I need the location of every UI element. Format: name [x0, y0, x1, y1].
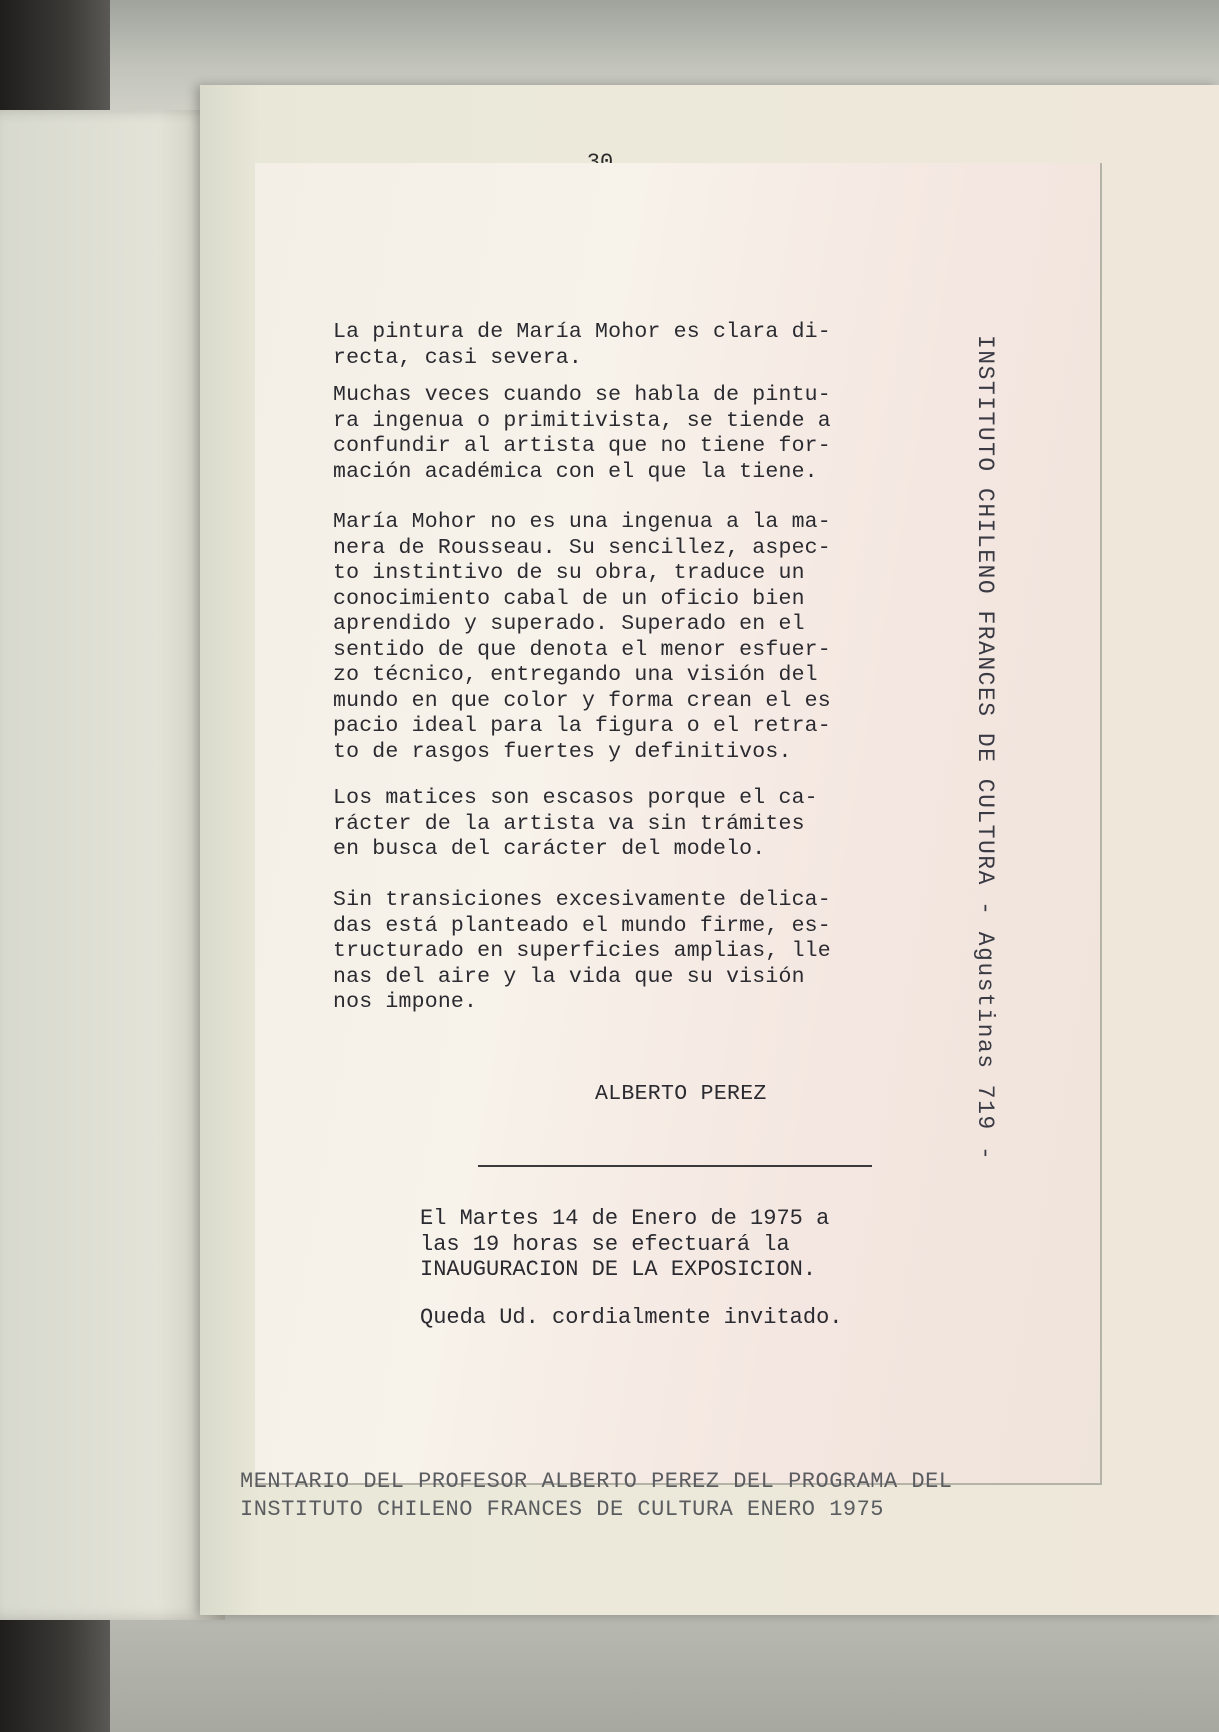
paragraph-2 [333, 383, 913, 485]
invitation-details-text: El Martes 14 de Enero de 1975 a las 19 horas se efectuará la INAUGURACION DE LA EXPOSICION. [420, 1206, 830, 1282]
author-signature: ALBERTO PEREZ [595, 1082, 767, 1106]
paragraph-3 [333, 510, 913, 765]
institute-vertical-header: INSTITUTO CHILENO FRANCES DE CULTURA - Agustinas 719 - [972, 335, 998, 1162]
background-bottom [0, 1610, 1219, 1732]
paragraph-3-text: María Mohor no es una ingenua a la ma- nera de Rousseau. Su sencillez, aspec- to instintivo de su obra, traduce un conocimiento cabal de un oficio bien aprendido y superado. Superado en el sentido de que denota el menor esfuer- zo técnico, entregando una visión del mundo en que color y forma crean el es pacio ideal para la figura o el retra- to de rasgos fuertes y definitivos. [333, 510, 831, 764]
invitation-closing [420, 1305, 940, 1331]
paragraph-5 [333, 888, 913, 1016]
paragraph-1-text: La pintura de María Mohor es clara di- recta, casi severa. [333, 320, 831, 370]
caption-line-1: MENTARIO DEL PROFESOR ALBERTO PEREZ DEL PROGRAMA DEL [240, 1469, 953, 1494]
invitation-closing-text: Queda Ud. cordialmente invitado. [420, 1305, 843, 1330]
paragraph-1 [333, 320, 913, 371]
paragraph-5-text: Sin transiciones excesivamente delica- das está planteado el mundo firme, es- tructurado en superficies amplias, lle nas del aire y la vida que su visión nos impone. [333, 888, 831, 1014]
divider-line [478, 1165, 872, 1167]
left-page [0, 110, 225, 1620]
caption-line-2: INSTITUTO CHILENO FRANCES DE CULTURA ENERO 1975 [240, 1497, 885, 1522]
paragraph-4-text: Los matices son escasos porque el ca- rácter de la artista va sin trámites en busca del carácter del modelo. [333, 786, 818, 861]
invitation-details [420, 1206, 940, 1283]
paragraph-4 [333, 786, 913, 863]
paragraph-2-text: Muchas veces cuando se habla de pintu- ra ingenua o primitivista, se tiende a confundir al artista que no tiene for- mación académica con el que la tiene. [333, 383, 831, 484]
